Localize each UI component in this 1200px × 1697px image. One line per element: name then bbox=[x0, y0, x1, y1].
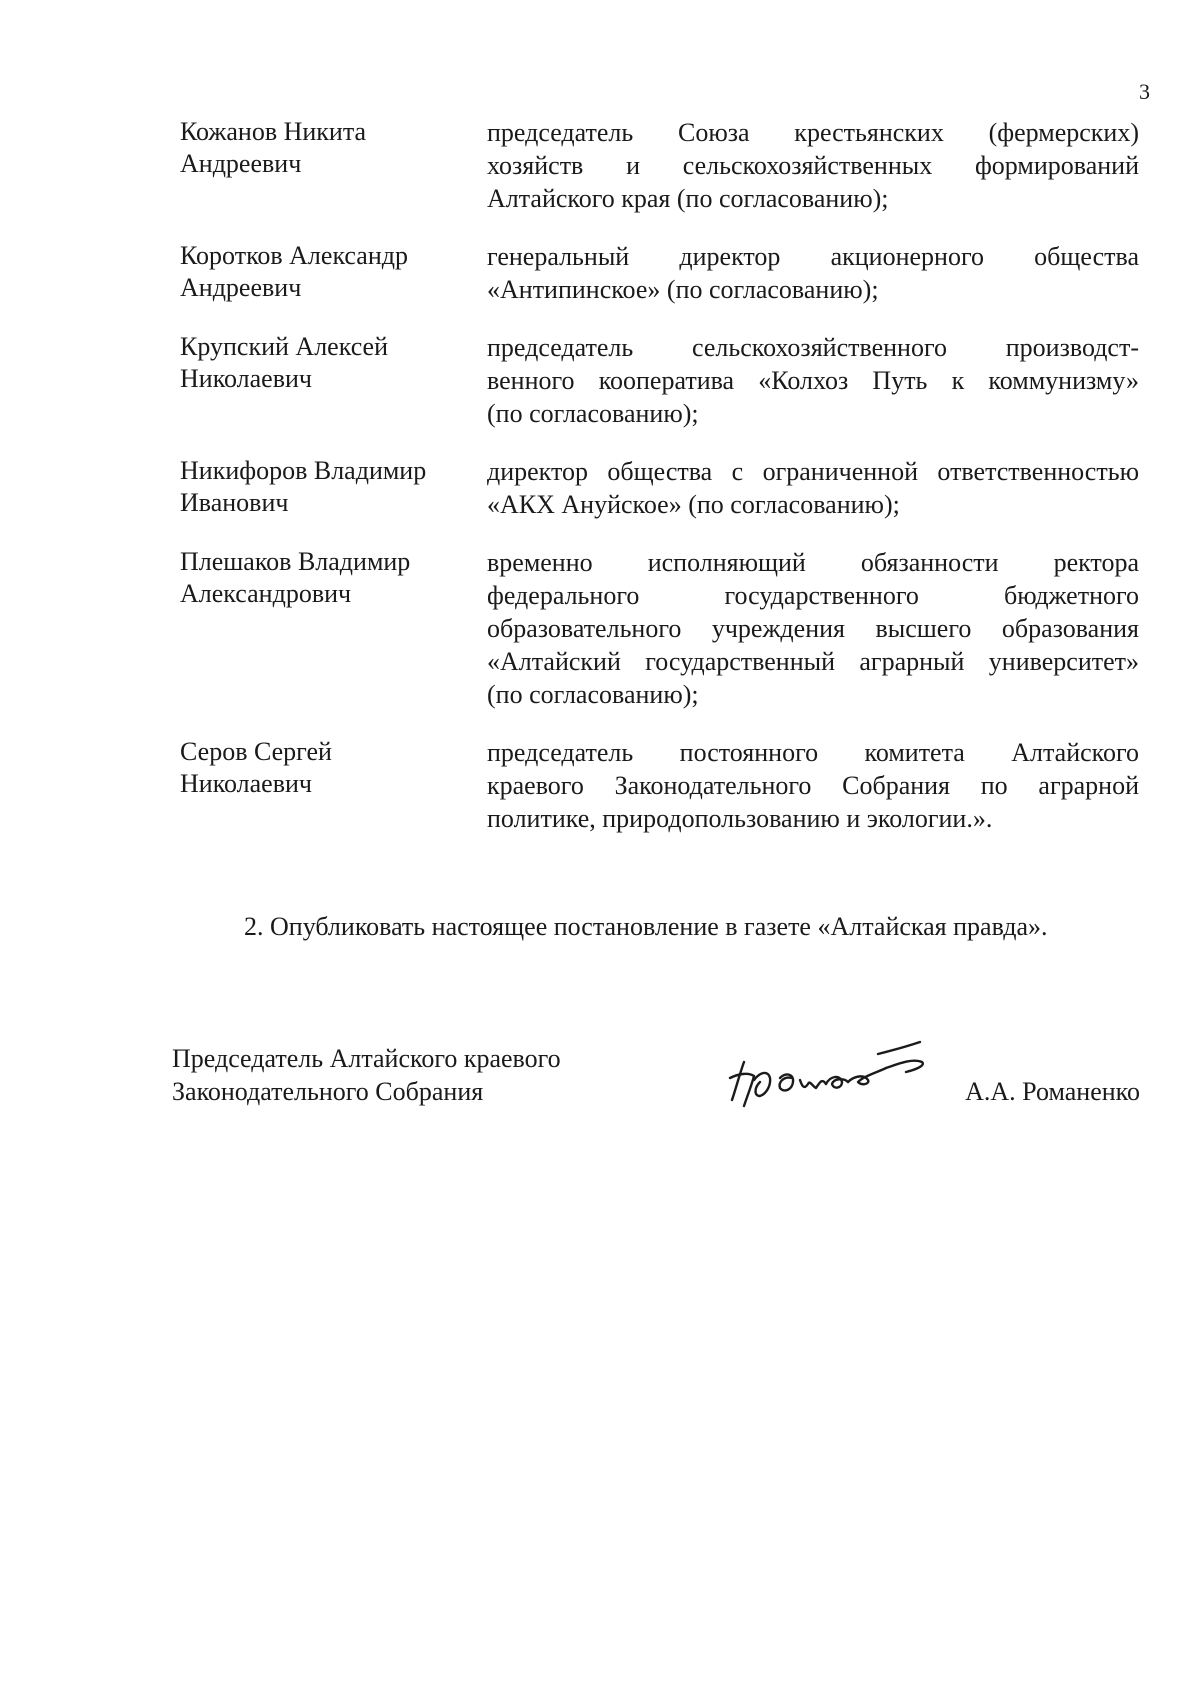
member-role-line: генеральный директор акционерного общества bbox=[487, 242, 1139, 271]
member-role bbox=[487, 546, 1139, 711]
member-role-line: председатель постоянного комитета Алтайского bbox=[487, 738, 1139, 767]
member-name-line: Николаевич bbox=[180, 769, 312, 798]
member-name bbox=[180, 455, 487, 519]
member-name bbox=[180, 546, 487, 610]
member-role-line: хозяйств и сельскохозяйственных формирований bbox=[487, 151, 1139, 180]
member-role-line: образовательного учреждения высшего образования bbox=[487, 614, 1139, 643]
signatory-title bbox=[172, 1042, 632, 1108]
member-name-line: Крупский Алексей bbox=[180, 332, 388, 361]
page-number: 3 bbox=[1139, 79, 1150, 104]
signatory-title-line: Председатель Алтайского краевого bbox=[172, 1044, 561, 1073]
member-role-line: «Алтайский государственный аграрный университет» bbox=[487, 647, 1139, 676]
signatory-title-line: Законодательного Собрания bbox=[172, 1077, 484, 1106]
member-name-line: Коротков Александр bbox=[180, 241, 408, 270]
member-name-line: Иванович bbox=[180, 488, 289, 517]
member-role bbox=[487, 240, 1139, 306]
member-role-line: директор общества с ограниченной ответственностью bbox=[487, 457, 1139, 486]
member-row bbox=[180, 546, 1140, 711]
member-name-line: Андреевич bbox=[180, 273, 302, 302]
members-list bbox=[180, 116, 1140, 860]
signer-name: А.А. Романенко bbox=[965, 1077, 1140, 1106]
member-row bbox=[180, 116, 1140, 215]
member-name-line: Андреевич bbox=[180, 149, 302, 178]
member-role-line: (по согласованию); bbox=[487, 680, 699, 709]
member-role bbox=[487, 116, 1139, 215]
member-role-line: «Антипинское» (по согласованию); bbox=[487, 275, 879, 304]
member-role bbox=[487, 331, 1139, 430]
member-name-line: Никифоров Владимир bbox=[180, 456, 427, 485]
member-role-line: (по согласованию); bbox=[487, 399, 699, 428]
member-name-line: Серов Сергей bbox=[180, 737, 332, 766]
member-name-line: Кожанов Никита bbox=[180, 117, 367, 146]
member-row bbox=[180, 331, 1140, 430]
member-role-line: временно исполняющий обязанности ректора bbox=[487, 548, 1139, 577]
handwritten-signature-icon bbox=[708, 1018, 968, 1128]
member-name-line: Николаевич bbox=[180, 364, 312, 393]
member-name bbox=[180, 240, 487, 304]
member-role-line: федерального государственного бюджетного bbox=[487, 581, 1139, 610]
member-role bbox=[487, 736, 1139, 835]
member-role-line: председатель Союза крестьянских (фермерских) bbox=[487, 118, 1139, 147]
member-role-line: «АКХ Ануйское» (по согласованию); bbox=[487, 490, 900, 519]
member-name-line: Плешаков Владимир bbox=[180, 547, 411, 576]
member-role bbox=[487, 455, 1139, 521]
member-role-line: Алтайского края (по согласованию); bbox=[487, 184, 889, 213]
publish-clause: 2. Опубликовать настоящее постановление в газете «Алтайская правда». bbox=[244, 912, 1048, 941]
member-row bbox=[180, 240, 1140, 306]
member-role-line: председатель сельскохозяйственного производст- bbox=[487, 333, 1139, 362]
member-role-line: политике, природопользованию и экологии.». bbox=[487, 804, 993, 833]
member-name-line: Александрович bbox=[180, 579, 352, 608]
member-row bbox=[180, 455, 1140, 521]
member-name bbox=[180, 736, 487, 800]
member-row bbox=[180, 736, 1140, 835]
member-role-line: венного кооператива «Колхоз Путь к коммунизму» bbox=[487, 366, 1139, 395]
member-role-line: краевого Законодательного Собрания по аграрной bbox=[487, 771, 1139, 800]
member-name bbox=[180, 331, 487, 395]
member-name bbox=[180, 116, 487, 180]
